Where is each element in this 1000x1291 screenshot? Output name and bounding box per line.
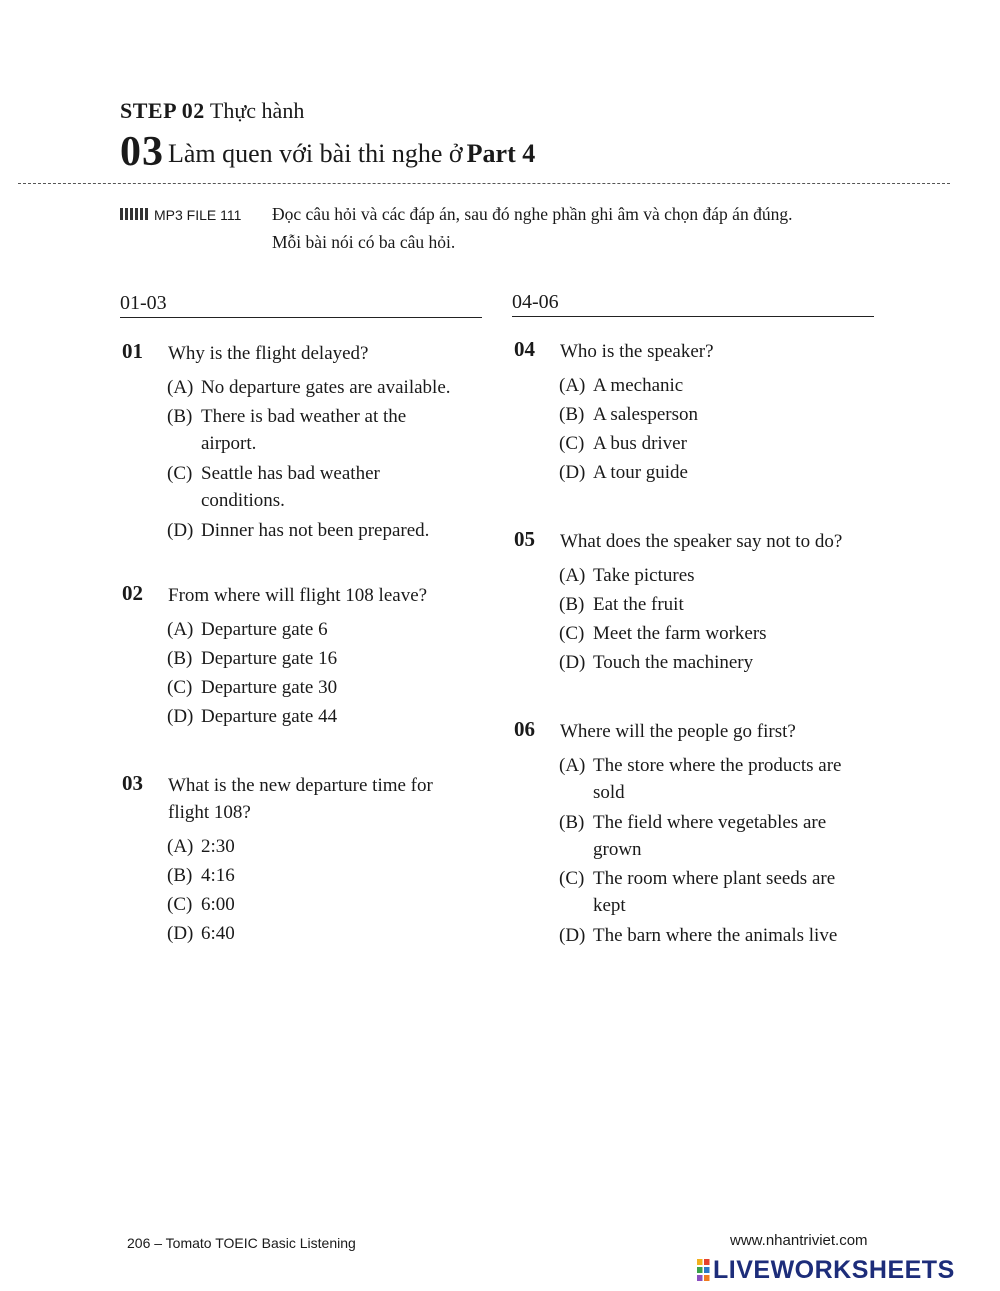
option-text: A salesperson <box>593 404 699 426</box>
option-text: 2:30 <box>201 836 235 857</box>
option-label: (A) <box>559 375 586 396</box>
answer-option[interactable] <box>559 430 889 457</box>
option-label: (C) <box>167 462 193 484</box>
option-text: The store where the products are <box>593 755 842 776</box>
dashed-divider <box>18 183 950 184</box>
lesson-number: 03 <box>120 129 164 175</box>
answer-option[interactable] <box>559 401 889 428</box>
option-text: 6:00 <box>201 894 235 916</box>
answer-option[interactable] <box>167 833 497 860</box>
option-text: Departure gate 16 <box>201 648 338 670</box>
question-number: 05 <box>514 527 535 551</box>
question-number: 06 <box>514 717 535 741</box>
option-label: (D) <box>559 462 586 484</box>
lesson-part: Part 4 <box>466 139 536 168</box>
answer-option[interactable] <box>167 403 497 457</box>
option-text: conditions. <box>201 489 285 511</box>
option-text: Departure gate 30 <box>201 677 338 699</box>
answer-option[interactable] <box>167 862 497 889</box>
option-label: (C) <box>167 677 193 699</box>
answer-option[interactable] <box>559 809 889 863</box>
instructions <box>120 201 792 256</box>
answer-option[interactable] <box>167 891 497 918</box>
option-label: (A) <box>167 619 194 640</box>
answer-option[interactable] <box>559 752 889 806</box>
audio-icon <box>120 208 150 220</box>
question-number: 04 <box>514 337 535 361</box>
option-text: Dinner has not been prepared. <box>201 519 430 541</box>
option-text: grown <box>593 838 642 860</box>
option-text: The field where vegetables are <box>593 811 827 833</box>
option-label: (B) <box>167 865 193 887</box>
answer-option[interactable] <box>559 620 889 647</box>
answer-option[interactable] <box>167 374 497 401</box>
answer-option[interactable] <box>559 649 889 676</box>
option-text: Touch the machinery <box>593 652 754 674</box>
option-label: (A) <box>167 377 194 398</box>
question-number: 03 <box>122 771 143 795</box>
option-text: A tour guide <box>593 462 688 484</box>
option-text: Departure gate 44 <box>201 706 338 728</box>
option-label: (D) <box>559 652 586 674</box>
option-text: The room where plant seeds are <box>593 868 836 890</box>
option-label: (B) <box>559 594 585 616</box>
answer-option[interactable] <box>167 616 497 643</box>
option-text: Seattle has bad weather <box>201 462 380 484</box>
option-text: 4:16 <box>201 865 235 887</box>
question-text: Why is the flight delayed? <box>168 343 369 364</box>
option-text: There is bad weather at the <box>201 406 407 428</box>
answer-option[interactable] <box>559 459 889 486</box>
option-text: Meet the farm workers <box>593 623 767 645</box>
answer-option[interactable] <box>167 517 497 544</box>
option-text: 6:40 <box>201 923 235 945</box>
answer-option[interactable] <box>559 865 889 919</box>
question-number: 01 <box>122 339 143 363</box>
question-text-continued: flight 108? <box>168 802 251 823</box>
lesson-title-text: Làm quen với bài thi nghe ở <box>168 139 463 168</box>
option-text: airport. <box>201 433 257 455</box>
answer-option[interactable] <box>559 562 889 589</box>
option-text: sold <box>593 782 625 803</box>
option-text: Take pictures <box>593 565 695 586</box>
answer-option[interactable] <box>559 591 889 618</box>
step-label <box>120 98 304 124</box>
lesson-title <box>120 128 535 176</box>
option-label: (D) <box>559 925 586 947</box>
option-label: (C) <box>559 868 585 890</box>
section-rule <box>120 317 482 318</box>
section-heading: 01-03 <box>120 292 167 314</box>
option-text: kept <box>593 895 626 917</box>
answer-option[interactable] <box>559 372 889 399</box>
instruction-line-2: Mỗi bài nói có ba câu hỏi. <box>272 232 456 252</box>
option-label: (B) <box>167 648 193 670</box>
option-text: A mechanic <box>593 375 684 396</box>
step-number: STEP 02 <box>120 98 205 123</box>
page-footer: 206 – Tomato TOEIC Basic Listening <box>127 1235 356 1251</box>
question-text: Where will the people go first? <box>560 721 796 742</box>
option-label: (C) <box>559 433 585 455</box>
option-text: No departure gates are available. <box>201 377 451 398</box>
answer-option[interactable] <box>167 674 497 701</box>
option-label: (B) <box>167 406 193 428</box>
question-text: Who is the speaker? <box>560 341 714 362</box>
option-label: (C) <box>167 894 193 916</box>
option-label: (D) <box>167 519 194 541</box>
option-label: (D) <box>167 706 194 728</box>
website-link[interactable]: www.nhantriviet.com <box>730 1232 868 1249</box>
question-number: 02 <box>122 581 143 605</box>
option-label: (A) <box>559 565 586 586</box>
answer-option[interactable] <box>167 920 497 947</box>
option-label: (A) <box>559 755 586 776</box>
question-text: What does the speaker say not to do? <box>560 531 843 552</box>
option-label: (D) <box>167 923 194 945</box>
step-subtitle: Thực hành <box>209 98 305 123</box>
option-text: Departure gate 6 <box>201 619 328 640</box>
question-text: From where will flight 108 leave? <box>168 585 428 606</box>
question-text: What is the new departure time for <box>168 775 433 796</box>
option-text: Eat the fruit <box>593 594 684 616</box>
option-label: (A) <box>167 836 194 857</box>
answer-option[interactable] <box>167 460 497 514</box>
option-label: (B) <box>559 404 585 426</box>
option-label: (B) <box>559 811 585 833</box>
option-text: A bus driver <box>593 433 687 455</box>
option-text: The barn where the animals live <box>593 925 838 947</box>
instruction-line-1: Đọc câu hỏi và các đáp án, sau đó nghe phần ghi âm và chọn đáp án đúng. <box>272 204 793 224</box>
liveworksheets-logo[interactable]: LIVEWORKSHEETS <box>697 1256 955 1285</box>
answer-option[interactable] <box>167 703 497 730</box>
section-rule <box>512 316 874 317</box>
section-heading: 04-06 <box>512 291 559 313</box>
mp3-file-label: MP3 FILE 111 <box>120 202 272 229</box>
liveworksheets-icon <box>697 1259 710 1281</box>
option-label: (C) <box>559 623 585 645</box>
answer-option[interactable] <box>559 922 889 949</box>
answer-option[interactable] <box>167 645 497 672</box>
